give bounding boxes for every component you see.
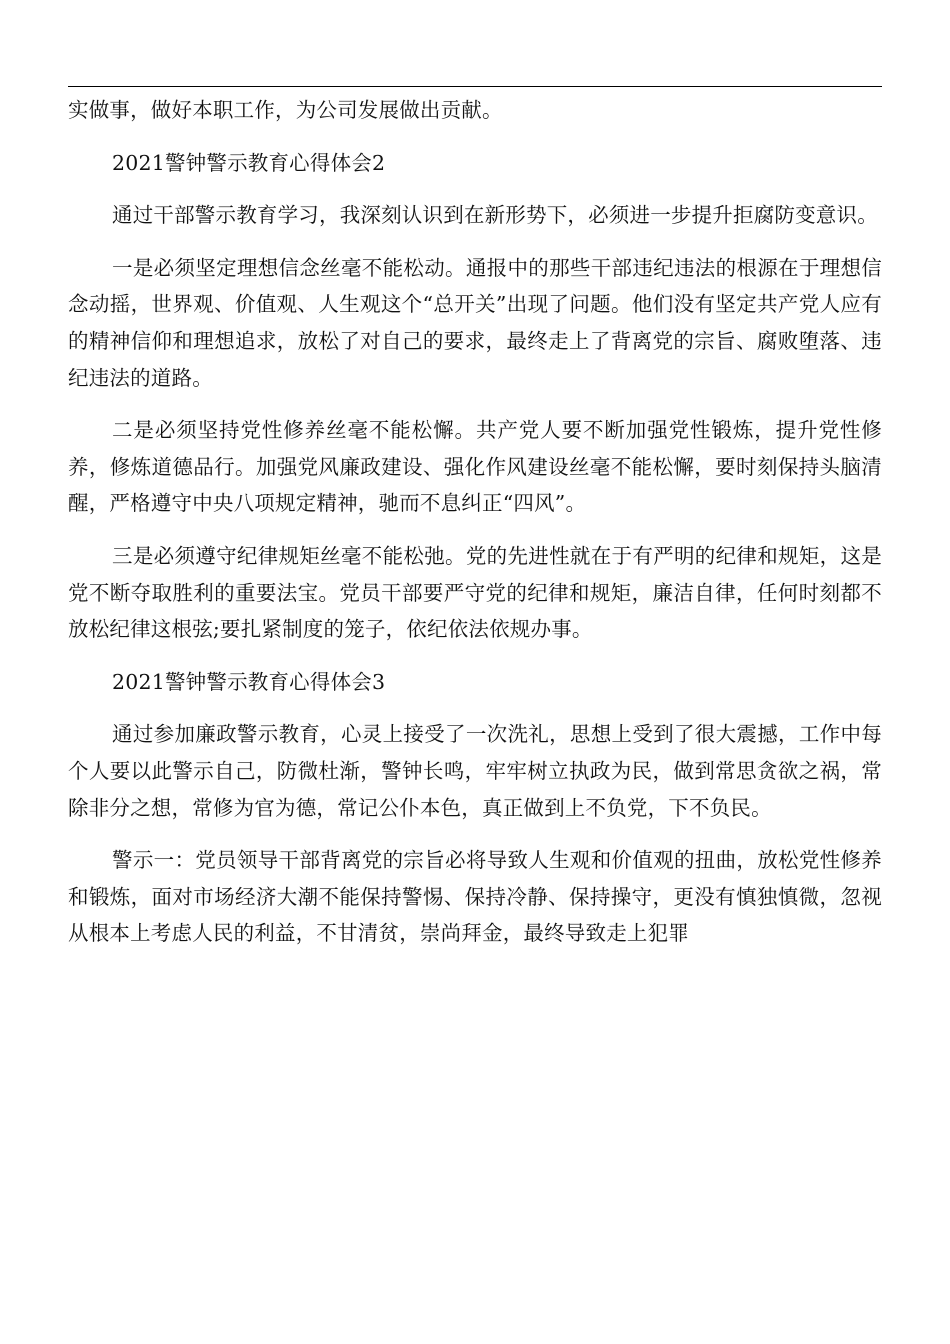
paragraph-continuation: 实做事，做好本职工作，为公司发展做出贡献。 bbox=[68, 98, 503, 122]
paragraph: 三是必须遵守纪律规矩丝毫不能松弛。党的先进性就在于有严明的纪律和规矩，这是党不断夺取胜利的重要法宝。党员干部要严守党的纪律和规矩，廉洁自律，任何时刻都不放松纪律这根弦;要扎紧制度的笼子，依纪依法依规办事。 bbox=[68, 543, 882, 642]
section-heading-2: 2021警钟警示教育心得体会2 bbox=[112, 150, 386, 175]
document-body bbox=[68, 92, 882, 968]
paragraph: 警示一：党员领导干部背离党的宗旨必将导致人生观和价值观的扭曲，放松党性修养和锻炼，面对市场经济大潮不能保持警惕、保持冷静、保持操守，更没有慎独慎微，忽视从根本上考虑人民的利益，不甘清贫，崇尚拜金，最终导致走上犯罪 bbox=[68, 848, 882, 946]
section-heading-3: 2021警钟警示教育心得体会3 bbox=[112, 669, 386, 694]
header-rule bbox=[68, 86, 882, 87]
paragraph: 通过参加廉政警示教育，心灵上接受了一次洗礼，思想上受到了很大震撼，工作中每个人要以此警示自己，防微杜渐，警钟长鸣，牢牢树立执政为民，做到常思贪欲之祸，常除非分之想，常修为官为德，常记公仆本色，真正做到上不负党，下不负民。 bbox=[68, 722, 882, 820]
paragraph: 通过干部警示教育学习，我深刻认识到在新形势下，必须进一步提升拒腐防变意识。 bbox=[112, 203, 878, 228]
paragraph: 二是必须坚持党性修养丝毫不能松懈。共产党人要不断加强党性锻炼，提升党性修养，修炼道德品行。加强党风廉政建设、强化作风建设丝毫不能松懈，要时刻保持头脑清醒，严格遵守中央八项规定精神，驰而不息纠正“四风”。 bbox=[68, 418, 882, 516]
paragraph: 一是必须坚定理想信念丝毫不能松动。通报中的那些干部违纪违法的根源在于理想信念动摇，世界观、价值观、人生观这个“总开关”出现了问题。他们没有坚定共产党人应有的精神信仰和理想追求，放松了对自己的要求，最终走上了背离党的宗旨、腐败堕落、违纪违法的道路。 bbox=[68, 255, 882, 390]
